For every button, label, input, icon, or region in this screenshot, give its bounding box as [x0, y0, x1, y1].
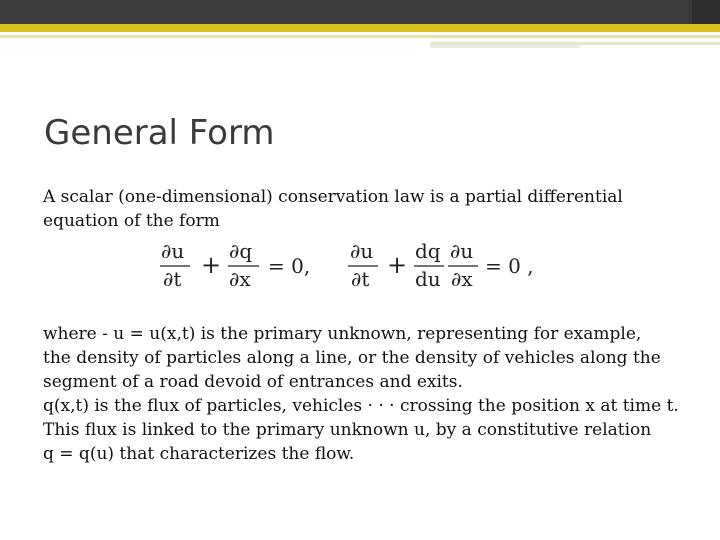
eq2-num1: ∂u: [350, 239, 374, 263]
explanation-line: the density of particles along a line, or the density of vehicles along the: [43, 348, 661, 368]
eq2-rhs: = 0 ,: [485, 254, 534, 278]
eq2-num3: ∂u: [450, 239, 474, 263]
conservation-law-equation: [158, 236, 548, 292]
eq2-den3: ∂x: [451, 267, 473, 291]
plus-sign: +: [387, 251, 408, 279]
eq1-num2: ∂q: [229, 239, 253, 263]
eq1-den2: ∂x: [229, 267, 251, 291]
explanation-line: where - u = u(x,t) is the primary unknown, representing for example,: [43, 324, 642, 344]
explanation-text: [43, 322, 703, 466]
eq2-den1: ∂t: [351, 267, 370, 291]
explanation-line: q = q(u) that characterizes the flow.: [43, 444, 355, 464]
explanation-line: This flux is linked to the primary unknown u, by a constitutive relation: [43, 420, 652, 440]
intro-text: A scalar (one-dimensional) conservation law is a partial differential equation of the form: [43, 187, 623, 231]
accent-line: [0, 35, 720, 38]
eq1-rhs: = 0,: [268, 254, 311, 278]
explanation-line: segment of a road devoid of entrances and exits.: [43, 372, 463, 392]
accent-line-shorter: [430, 45, 580, 48]
eq2-den2: du: [415, 267, 441, 291]
explanation-line: q(x,t) is the flux of particles, vehicles · · · crossing the position x at time t.: [43, 396, 679, 416]
eq1-num1: ∂u: [161, 239, 185, 263]
top-dark-band: [0, 0, 720, 24]
plus-sign: +: [201, 251, 222, 279]
top-accent-band: [0, 24, 720, 32]
slide-title: General Form: [44, 113, 275, 153]
eq1-den1: ∂t: [163, 267, 182, 291]
eq2-num2: dq: [415, 239, 441, 263]
